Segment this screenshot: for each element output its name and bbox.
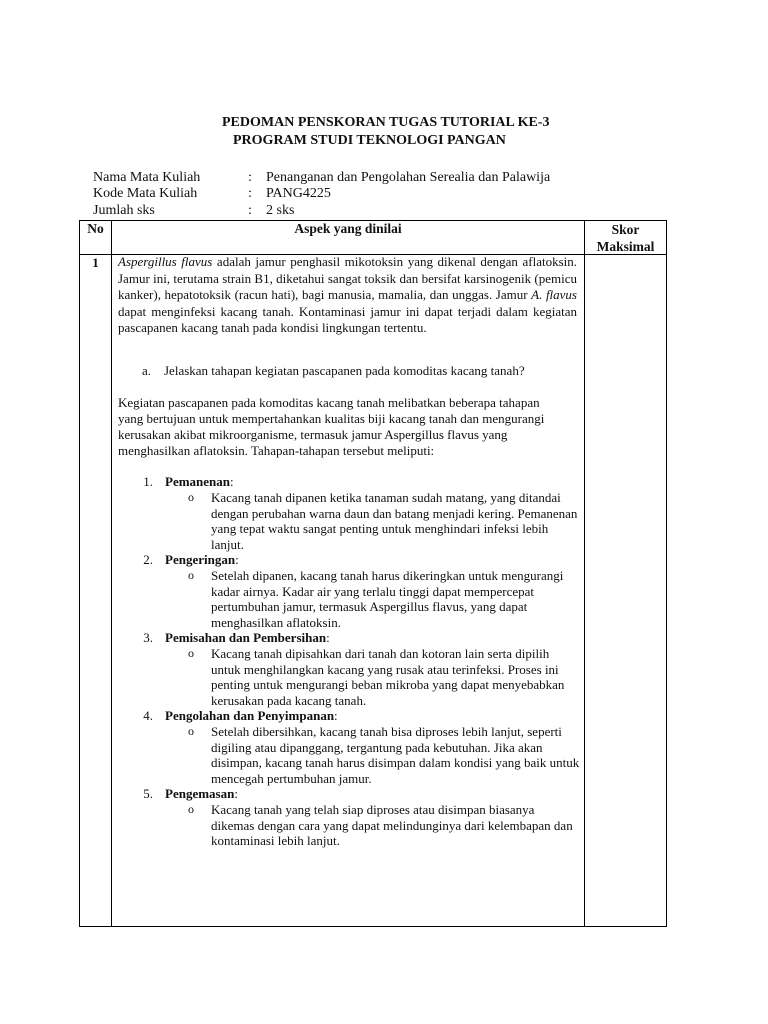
step-text: Setelah dipanen, kacang tanah harus dikeringkan untuk mengurangi kadar airnya. Kadar air yang terlalu tinggi dapat mempercepat pertumbuhan jamur, termasuk Aspergillus flavus, yang dapat menghasilkan aflatoksin. <box>211 568 564 630</box>
question-number: a. <box>142 363 152 378</box>
intro-italic-abbrev: A. flavus <box>531 287 577 302</box>
intro-paragraph <box>118 254 577 337</box>
info-value: PANG4225 <box>266 186 331 201</box>
circle-bullet-icon: o <box>188 490 194 504</box>
intro-text: adalah jamur penghasil mikotoksin yang dikenal dengan aflatoksin. Jamur ini, terutama strain B1, diketahui sangat toksik dan bersifat karsinogenik (pemicu kanker), hepatotoksik (racun hati), bagi manusia, mamalia, dan unggas. Jamur <box>118 254 577 302</box>
info-label: Jumlah sks <box>93 203 155 218</box>
table-border-bottom <box>79 926 666 927</box>
row-number: 1 <box>92 255 99 270</box>
table-column-divider-1 <box>111 220 112 927</box>
info-value: Penanganan dan Pengolahan Serealia dan Palawija <box>266 170 551 185</box>
circle-bullet-icon: o <box>188 568 194 582</box>
table-header-skor: Skor Maksimal <box>596 222 655 254</box>
document-title-line2: PROGRAM STUDI TEKNOLOGI PANGAN <box>233 133 506 148</box>
table-header-aspek: Aspek yang dinilai <box>294 221 402 236</box>
answer-intro: Kegiatan pascapanen pada komoditas kacang tanah melibatkan beberapa tahapan yang bertujuan untuk mempertahankan kualitas biji kacang tanah dan mengurangi kerusakan akibat mikroorganisme, termasuk jamur Aspergillus flavus yang menghasilkan aflatoksin. Tahapan-tahapan tersebut meliputi: <box>118 395 545 458</box>
step-number: 5. <box>143 786 153 801</box>
step-text: Kacang tanah dipisahkan dari tanah dan kotoran lain serta dipilih untuk menghilangkan kacang yang rusak atau terinfeksi. Proses ini penting untuk mengurangi beban mikroba yang dapat menyebabkan kerusakan pada kacang tanah. <box>211 646 565 708</box>
table-border-left <box>79 220 80 927</box>
intro-text-end: dapat menginfeksi kacang tanah. Kontaminasi jamur ini dapat terjadi dalam kegiatan pascapanen kacang tanah pada kondisi lingkungan tertentu. <box>118 303 577 335</box>
question-text: Jelaskan tahapan kegiatan pascapanen pada komoditas kacang tanah? <box>164 363 525 378</box>
document-title-line1: PEDOMAN PENSKORAN TUGAS TUTORIAL KE-3 <box>222 115 550 130</box>
info-colon: : <box>248 186 252 201</box>
table-column-divider-2 <box>584 220 585 927</box>
step-name: Pengemasan <box>165 786 235 801</box>
step-text: Setelah dibersihkan, kacang tanah bisa diproses lebih lanjut, seperti digiling atau dipanggang, tergantung pada kebutuhan. Jika akan disimpan, kacang tanah harus disimpan dalam kondisi yang baik untuk mencegah pertumbuhan jamur. <box>211 724 580 786</box>
intro-italic-species: Aspergillus flavus <box>118 254 213 269</box>
info-label: Nama Mata Kuliah <box>93 170 201 185</box>
step-name: Pengeringan <box>165 552 236 567</box>
step-name: Pemisahan dan Pembersihan <box>165 630 327 645</box>
info-value: 2 sks <box>266 203 295 218</box>
table-header-no: No <box>87 221 104 236</box>
info-colon: : <box>248 170 252 185</box>
circle-bullet-icon: o <box>188 724 194 738</box>
circle-bullet-icon: o <box>188 646 194 660</box>
step-colon: : <box>234 786 238 801</box>
step-text: Kacang tanah yang telah siap diproses atau disimpan biasanya dikemas dengan cara yang dapat melindunginya dari kelembapan dan kontaminasi lebih lanjut. <box>211 802 573 849</box>
step-colon: : <box>326 630 330 645</box>
step-colon: : <box>235 552 239 567</box>
step-colon: : <box>334 708 338 723</box>
info-colon: : <box>248 203 252 218</box>
step-number: 4. <box>143 708 153 723</box>
info-label: Kode Mata Kuliah <box>93 186 198 201</box>
step-name: Pengolahan dan Penyimpanan <box>165 708 335 723</box>
table-border-right <box>666 220 667 927</box>
step-number: 3. <box>143 630 153 645</box>
step-colon: : <box>230 474 234 489</box>
step-number: 2. <box>143 552 153 567</box>
step-name: Pemanenan <box>165 474 230 489</box>
step-number: 1. <box>143 474 153 489</box>
step-text: Kacang tanah dipanen ketika tanaman sudah matang, yang ditandai dengan perubahan warna daun dan batang menjadi kering. Pemanenan yang tepat waktu sangat penting untuk menghindari infeksi lebih lanjut. <box>211 490 578 552</box>
circle-bullet-icon: o <box>188 802 194 816</box>
